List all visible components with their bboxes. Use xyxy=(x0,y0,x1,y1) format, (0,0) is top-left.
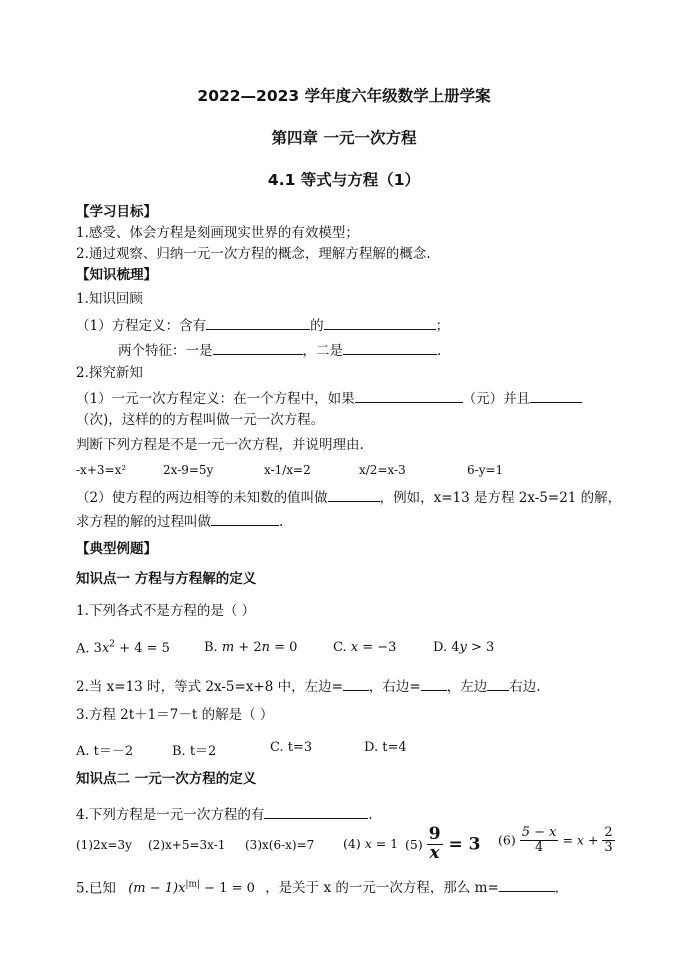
question-3: 3.方程 2t＋1＝7－t 的解是（ ） xyxy=(76,707,274,723)
equation-item: (2)x+5=3x-1 xyxy=(148,838,226,852)
answer-blank[interactable] xyxy=(324,315,436,330)
answer-blank[interactable] xyxy=(328,487,380,502)
linear-equation-definition-cont: （次)，这样的的方程叫做一元一次方程。 xyxy=(76,412,325,428)
option-a[interactable]: A. t＝－2 xyxy=(76,744,134,759)
text: 两个特征：一是 xyxy=(118,343,213,359)
equation-item: x/2=x-3 xyxy=(359,463,406,477)
denominator: 4 xyxy=(534,839,544,855)
coef: 3 xyxy=(93,641,102,657)
text: . xyxy=(554,880,560,897)
text: 5.已知 xyxy=(76,880,116,897)
answer-blank[interactable] xyxy=(499,877,555,892)
question-1: 1.下列各式不是方程的是（ ） xyxy=(76,603,256,619)
section-title: 4.1 等式与方程（1） xyxy=(267,171,421,189)
expr: − 1 = 0 xyxy=(200,881,255,897)
label: (6) xyxy=(498,832,516,848)
solution-definition-cont xyxy=(76,511,283,531)
rest: = 3 xyxy=(442,834,481,855)
text: ，二是 xyxy=(302,343,343,359)
text: （1）一元一次方程定义：在一个方程中，如果 xyxy=(76,391,355,407)
var: x xyxy=(101,641,110,657)
solution-definition-line xyxy=(76,487,621,507)
equation-item: 2x-9=5y xyxy=(163,463,214,477)
option-label: D. xyxy=(433,640,448,655)
option-label: B. xyxy=(204,640,218,655)
rest: + 4 = 5 xyxy=(115,641,170,657)
option-a[interactable] xyxy=(76,640,170,656)
equation-item: (3)x(6-x)=7 xyxy=(245,838,315,852)
option-d[interactable]: D. t=4 xyxy=(364,740,407,755)
features-line xyxy=(118,340,441,360)
answer-blank[interactable] xyxy=(343,340,437,355)
text: 2.当 x=13 时，等式 2x-5=x+8 中，左边= xyxy=(76,679,343,695)
mid: + 2 xyxy=(234,640,262,655)
equation-item: -x+3=x² xyxy=(76,463,127,477)
rest: = −3 xyxy=(358,640,397,655)
review-part2-title: 2.探究新知 xyxy=(76,365,143,381)
equation-definition-line xyxy=(76,315,449,335)
text: 求方程的解的过程叫做 xyxy=(76,514,211,530)
review-part1-title: 1.知识回顾 xyxy=(76,291,143,307)
answer-blank[interactable] xyxy=(211,511,279,526)
label: (4) xyxy=(343,836,361,851)
mid: = x + xyxy=(558,832,603,848)
equation-item xyxy=(405,826,480,863)
numerator: 5 − x xyxy=(521,825,557,840)
text: （元）并且 xyxy=(462,391,531,407)
var: n xyxy=(261,640,270,655)
option-label: C. xyxy=(333,640,347,655)
option-c[interactable]: C. t=3 xyxy=(270,740,313,755)
option-b[interactable] xyxy=(204,640,297,655)
denominator: x xyxy=(429,842,440,863)
option-label: A. xyxy=(76,641,90,657)
var: x xyxy=(350,640,359,655)
denominator: 3 xyxy=(604,839,613,855)
rest: = 1 xyxy=(371,836,399,851)
exponent: 2 xyxy=(109,640,116,650)
text: ，右边= xyxy=(368,679,421,695)
var: y xyxy=(459,640,467,655)
text: 的 xyxy=(310,318,324,334)
equation-item: x-1/x=2 xyxy=(264,463,311,477)
text: ，是关于 x 的一元一次方程，那么 m= xyxy=(265,880,499,897)
text: . xyxy=(279,514,284,530)
equation-item: (1)2x=3y xyxy=(76,838,132,852)
answer-blank[interactable] xyxy=(421,676,447,691)
text: （2）使方程的两边相等的未知数的值叫做 xyxy=(76,490,328,506)
exponent: |m| xyxy=(185,880,201,890)
text: ，左边 xyxy=(446,679,488,695)
answer-blank[interactable] xyxy=(530,388,582,403)
coef: 4 xyxy=(451,640,460,655)
text: 4.下列方程是一元一次方程的有 xyxy=(76,807,265,823)
text: . xyxy=(437,343,442,359)
judge-instruction: 判断下列方程是不是一元一次方程，并说明理由. xyxy=(76,437,364,453)
var: x xyxy=(364,836,372,851)
rest: = 0 xyxy=(269,640,298,655)
text: 右边. xyxy=(509,679,541,695)
expr: (m − 1)x xyxy=(128,881,186,897)
answer-blank[interactable] xyxy=(264,804,368,819)
text: ； xyxy=(435,318,450,334)
goal-item: 2.通过观察、归纳一元一次方程的概念，理解方程解的概念. xyxy=(76,246,431,262)
text: . xyxy=(368,807,373,823)
label: (5) xyxy=(405,836,423,852)
equation-item xyxy=(498,826,615,854)
question-2 xyxy=(76,676,541,696)
question-5 xyxy=(76,876,559,898)
page-title: 2022—2023 学年度六年级数学上册学案 xyxy=(197,87,491,105)
option-b[interactable]: B. t＝2 xyxy=(172,744,217,759)
var: m xyxy=(221,640,235,655)
goals-heading: 【学习目标】 xyxy=(76,204,157,220)
option-d[interactable] xyxy=(433,640,494,655)
goal-item: 1.感受、体会方程是刻画现实世界的有效模型； xyxy=(76,225,359,241)
equation-item: 6-y=1 xyxy=(467,463,504,477)
answer-blank[interactable] xyxy=(487,676,509,691)
text: ，例如，x=13 是方程 2x-5=21 的解， xyxy=(379,490,622,506)
chapter-title: 第四章 一元一次方程 xyxy=(271,129,417,147)
answer-blank[interactable] xyxy=(206,315,310,330)
answer-blank[interactable] xyxy=(355,388,463,403)
equation xyxy=(128,881,255,896)
rest: > 3 xyxy=(466,640,495,655)
knowledge-point-1: 知识点一 方程与方程解的定义 xyxy=(76,571,257,587)
review-heading: 【知识梳理】 xyxy=(76,267,157,283)
answer-blank[interactable] xyxy=(343,676,369,691)
answer-blank[interactable] xyxy=(213,340,303,355)
text: （1）方程定义：含有 xyxy=(76,318,207,334)
linear-equation-definition-line xyxy=(76,388,582,408)
equation-item xyxy=(343,836,398,851)
numerator: 2 xyxy=(604,825,613,840)
option-c[interactable] xyxy=(333,640,396,655)
examples-heading: 【典型例题】 xyxy=(76,541,157,557)
knowledge-point-2: 知识点二 一元一次方程的定义 xyxy=(76,771,257,787)
numerator: 9 xyxy=(428,824,441,844)
question-4 xyxy=(76,804,373,824)
